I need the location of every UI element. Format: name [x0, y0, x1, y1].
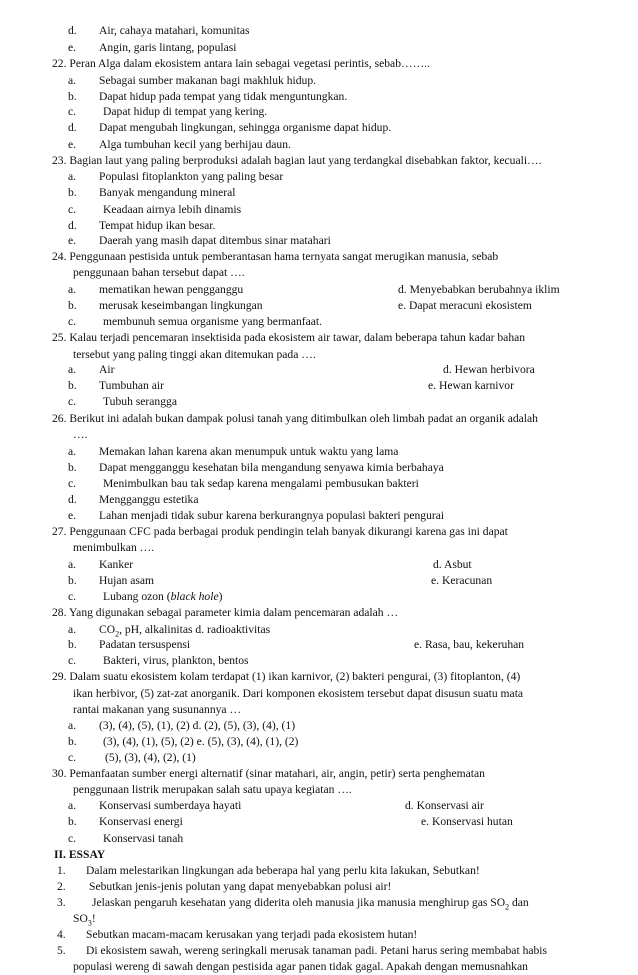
- essay-5-text: Di ekosistem sawah, wereng seringkali merusak tanaman padi. Petani harus sering membabat habis: [86, 944, 548, 958]
- q30-c-letter: c.: [68, 831, 77, 845]
- q22-c-text: Dapat hidup di tempat yang kering.: [103, 105, 268, 119]
- q22-d-letter: d.: [68, 121, 77, 135]
- q29-c-text: (5), (3), (4), (2), (1): [105, 750, 196, 764]
- q29-b-letter: b.: [68, 734, 77, 748]
- q23-d-letter: d.: [68, 218, 77, 232]
- essay-3-text-post: dan: [509, 896, 529, 910]
- q25-a-letter: a.: [68, 363, 77, 377]
- q26-stem-line2: ….: [73, 427, 88, 441]
- q26-e-text: Lahan menjadi tidak subur karena berkurangnya populasi bakteri pengurai: [99, 509, 445, 523]
- q24-b-letter: b.: [68, 298, 77, 312]
- q26-a-letter: a.: [68, 444, 77, 458]
- q23-c-text: Keadaan airnya lebih dinamis: [103, 202, 242, 216]
- q27-b-letter: b.: [68, 573, 77, 587]
- q23-c-letter: c.: [68, 202, 77, 216]
- q21-e-text: Angin, garis lintang, populasi: [99, 40, 237, 54]
- q26-a-text: Memakan lahan karena akan menumpuk untuk waktu yang lama: [99, 444, 399, 458]
- q30-a-letter: a.: [68, 799, 77, 813]
- q28-c-letter: c.: [68, 654, 77, 668]
- essay-2-number: 2.: [57, 879, 66, 893]
- q22-a-text: Sebagai sumber makanan bagi makhluk hidup.: [99, 73, 317, 87]
- q23-e-letter: e.: [68, 234, 77, 248]
- q28-e-option: e. Rasa, bau, kekeruhan: [414, 638, 525, 652]
- q22-b-letter: b.: [68, 89, 77, 103]
- essay-3-text-cont-pre: SO: [73, 912, 88, 926]
- q28-b-letter: b.: [68, 638, 77, 652]
- essay-3-text-cont-post: !: [91, 912, 96, 926]
- q29-a-letter: a.: [68, 718, 77, 732]
- q25-stem-line2: tersebut yang paling tinggi akan ditemukan pada ….: [73, 347, 316, 361]
- q29-b-text: (3), (4), (1), (5), (2) e. (5), (3), (4), (1), (2): [103, 734, 299, 748]
- q27-e-option: e. Keracunan: [431, 573, 493, 587]
- q23-a-letter: a.: [68, 169, 77, 183]
- essay-1-text: Dalam melestarikan lingkungan ada beberapa hal yang perlu kita lakukan, Sebutkan!: [86, 863, 480, 877]
- q27-c-text: [103, 590, 222, 604]
- q25-d-option: d. Hewan herbivora: [443, 363, 535, 377]
- q23-b-letter: b.: [68, 185, 77, 199]
- q24-stem-line2: penggunaan bahan tersebut dapat ….: [73, 266, 245, 280]
- q25-a-text: Air: [99, 363, 115, 377]
- q27-c-text-italic: black hole: [170, 589, 219, 603]
- q22-c-letter: c.: [68, 105, 77, 119]
- q24-c-text: membunuh semua organisme yang bermanfaat.: [103, 314, 323, 328]
- essay-4-text: Sebutkan macam-macam kerusakan yang terjadi pada ekosistem hutan!: [86, 928, 418, 942]
- q28-a-post: , pH, alkalinitas d. radioaktivitas: [119, 622, 271, 636]
- q21-d-letter: d.: [68, 24, 77, 37]
- q27-c-text-pre: Lubang ozon (: [103, 589, 171, 603]
- q26-b-text: Dapat mengganggu kesehatan bila mengandung senyawa kimia berbahaya: [99, 460, 444, 474]
- q26-d-text: Mengganggu estetika: [99, 493, 199, 507]
- essay-3-text-cont-sub: 3: [87, 918, 92, 928]
- q28-a-pre: CO: [99, 622, 116, 636]
- essay-5-text-cont: populasi wereng di sawah dengan pestisida agar panen tidak gagal. Apakah dengan memusnahkan: [73, 960, 528, 973]
- q30-d-option: d. Konservasi air: [405, 799, 484, 813]
- q27-stem-line2: menimbulkan ….: [73, 541, 155, 555]
- q30-c-text: Konservasi tanah: [103, 831, 184, 845]
- q23-a-text: Populasi fitoplankton yang paling besar: [99, 169, 284, 183]
- q28-c-text: Bakteri, virus, plankton, bentos: [103, 654, 249, 668]
- q22-stem: 22. Peran Alga dalam ekosistem antara lain sebagai vegetasi perintis, sebab……..: [52, 56, 430, 70]
- q26-b-letter: b.: [68, 460, 77, 474]
- q27-c-text-close: ): [218, 589, 223, 603]
- q25-stem-line1: 25. Kalau terjadi pencemaran insektisida pada ekosistem air tawar, dalam beberapa tahun kadar bahan: [52, 330, 526, 344]
- q22-d-text: Dapat mengubah lingkungan, sehingga organisme dapat hidup.: [99, 121, 392, 135]
- q23-e-text: Daerah yang masih dapat ditembus sinar matahari: [99, 234, 331, 248]
- q26-stem-line1: 26. Berikut ini adalah bukan dampak polusi tanah yang ditimbulkan oleh limbah padat an organik adalah: [52, 412, 538, 426]
- q28-a-sub: 2: [115, 628, 120, 638]
- q30-stem-line2: penggunaan listrik merupakan salah satu upaya kegiatan ….: [73, 783, 352, 797]
- q21-d-text: Air, cahaya matahari, komunitas: [99, 24, 250, 37]
- essay-heading: II. ESSAY: [54, 847, 106, 861]
- q21-e-letter: e.: [68, 40, 77, 54]
- essay-5-number: 5.: [57, 944, 66, 958]
- q28-a-text: [99, 623, 270, 637]
- q27-b-text: Hujan asam: [99, 573, 155, 587]
- q24-d-option: d. Menyebabkan berubahnya iklim: [398, 283, 560, 297]
- q23-d-text: Tempat hidup ikan besar.: [99, 218, 216, 232]
- q24-c-letter: c.: [68, 314, 77, 328]
- q27-stem-line1: 27. Penggunaan CFC pada berbagai produk pendingin telah banyak dikurangi karena gas ini dapat: [52, 525, 508, 539]
- q30-b-letter: b.: [68, 815, 77, 829]
- q30-e-option: e. Konservasi hutan: [421, 815, 513, 829]
- q29-c-letter: c.: [68, 750, 77, 764]
- essay-3-text-cont: [73, 912, 96, 926]
- q26-c-letter: c.: [68, 476, 77, 490]
- q23-b-text: Banyak mengandung mineral: [99, 185, 236, 199]
- q24-b-text: merusak keseimbangan lingkungan: [99, 298, 263, 312]
- q29-a-text: (3), (4), (5), (1), (2) d. (2), (5), (3), (4), (1): [99, 718, 296, 732]
- essay-4-number: 4.: [57, 928, 66, 942]
- q25-e-option: e. Hewan karnivor: [428, 379, 514, 393]
- q28-a-letter: a.: [68, 622, 77, 636]
- q30-a-text: Konservasi sumberdaya hayati: [99, 799, 242, 813]
- q25-b-letter: b.: [68, 379, 77, 393]
- q27-a-text: Kanker: [99, 558, 134, 571]
- q26-c-text: Menimbulkan bau tak sedap karena mengalami pembusukan bakteri: [103, 476, 419, 490]
- q28-b-text: Padatan tersuspensi: [99, 638, 191, 652]
- q22-b-text: Dapat hidup pada tempat yang tidak menguntungkan.: [99, 89, 348, 103]
- q24-a-letter: a.: [68, 283, 77, 297]
- essay-3-text: [92, 896, 529, 910]
- q27-d-option: d. Asbut: [433, 558, 472, 571]
- q26-d-letter: d.: [68, 493, 77, 507]
- q29-stem-line3: rantai makanan yang susunannya …: [73, 702, 242, 716]
- q22-e-letter: e.: [68, 138, 77, 152]
- q30-stem-line1: 30. Pemanfaatan sumber energi alternatif (sinar matahari, air, angin, petir) serta penghematan: [52, 767, 485, 781]
- essay-3-text-sub: 2: [505, 902, 510, 912]
- q26-e-letter: e.: [68, 509, 77, 523]
- essay-1-number: 1.: [57, 863, 66, 877]
- q28-stem: 28. Yang digunakan sebagai parameter kimia dalam pencemaran adalah …: [52, 605, 399, 619]
- q27-c-letter: c.: [68, 589, 77, 603]
- q25-c-letter: c.: [68, 395, 77, 409]
- q29-stem-line2: ikan herbivor, (5) zat-zat anorganik. Dari komponen ekosistem tersebut dapat disusun suatu mata: [73, 687, 524, 701]
- q29-stem-line1: 29. Dalam suatu ekosistem kolam terdapat (1) ikan karnivor, (2) bakteri pengurai, (3) fitoplanton, (4): [52, 670, 521, 684]
- q24-a-text: mematikan hewan pengganggu: [99, 283, 244, 297]
- q24-e-option: e. Dapat meracuni ekosistem: [398, 298, 532, 312]
- q22-e-text: Alga tumbuhan kecil yang berhijau daun.: [99, 138, 291, 152]
- q24-stem-line1: 24. Penggunaan pestisida untuk pemberantasan hama ternyata sangat merugikan manusia, sebab: [52, 250, 499, 264]
- q22-a-letter: a.: [68, 73, 77, 87]
- q27-a-letter: a.: [68, 558, 77, 571]
- essay-2-text: Sebutkan jenis-jenis polutan yang dapat menyebabkan polusi air!: [89, 879, 392, 893]
- essay-3-number: 3.: [57, 896, 66, 910]
- q23-stem: 23. Bagian laut yang paling berproduksi adalah bagian laut yang terdangkal disebabkan faktor, kecuali….: [52, 154, 542, 168]
- q25-c-text: Tubuh serangga: [103, 395, 177, 409]
- q30-b-text: Konservasi energi: [99, 815, 183, 829]
- q25-b-text: Tumbuhan air: [99, 379, 164, 393]
- essay-3-text-pre: Jelaskan pengaruh kesehatan yang diderita oleh manusia jika manusia menghirup gas SO: [92, 896, 506, 910]
